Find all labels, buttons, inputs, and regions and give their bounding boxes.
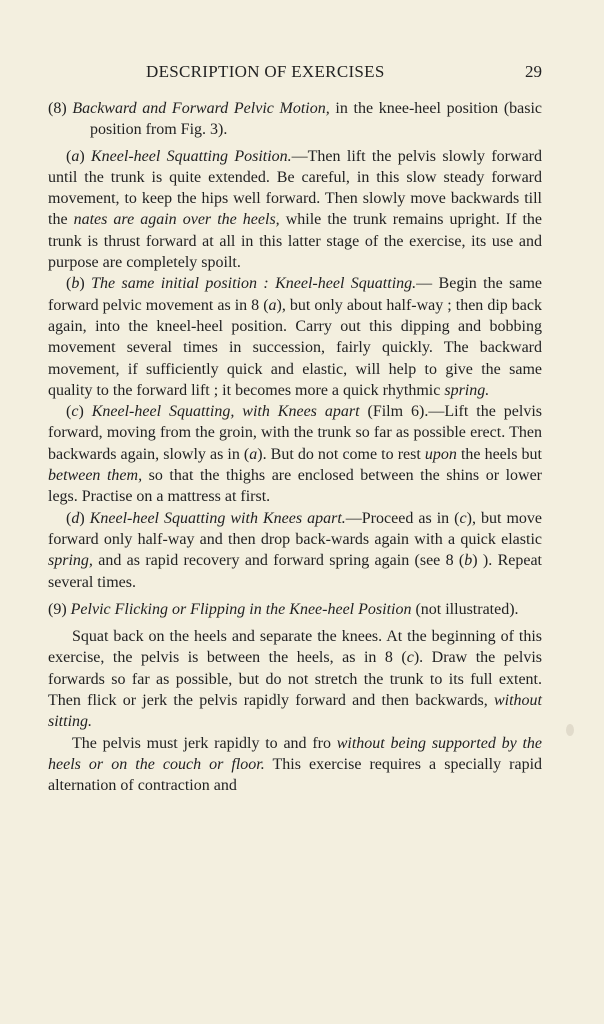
italic-text: spring. (444, 381, 490, 399)
italic-text: a (249, 445, 258, 463)
italic-text: b (464, 552, 473, 570)
text-run: ( (66, 275, 72, 293)
text-run: while the trunk remains upright. If the trunk is thrust forward at all in this latter stage of the exercise, its use and purpose are completely spoilt. (48, 211, 543, 272)
text-run: ), but only about half-way ; then dip back again, into the kneel-heel position. Carry out this dipping and bobbing movement several times in succession, fairly quickly. The backward movement, if sufficiently quick and elastic, will help to give the same quality to the forward lift ; it becomes more a quick rhythmic (48, 296, 543, 399)
italic-text: Backward and Forward Pelvic Motion, (72, 100, 330, 117)
italic-text: a (268, 296, 277, 314)
text-run: (Film 6).—Lift the pelvis forward, moving from the groin, with the trunk so far as possible erect. Then backwards again, slowly as in ( (48, 403, 543, 463)
text-run: ), but move forward only half-way and then drop back-wards again with a quick elastic (48, 509, 543, 548)
text-run: (9) (48, 600, 71, 618)
paragraph (48, 401, 542, 507)
italic-text: without being supported by the heels or on the couch or floor. (48, 734, 542, 773)
text-run: —Proceed as in ( (345, 509, 460, 527)
paragraph (48, 146, 542, 274)
italic-text: Pelvic Flicking or Flipping in the Knee-heel Position (70, 600, 412, 618)
text-run: —Then lift the pelvis slowly forward until the trunk is quite extended. Be careful, in this slow steady forward movement, to keep the hips well forward. Then slowly move backwards till the (48, 147, 542, 229)
text-run: Squat back on the heels and separate the knees. At the beginning of this exercise, the pelvis is between the heels, as in 8 ( (48, 628, 542, 667)
italic-text: a (71, 147, 80, 165)
text-run: ) ). Repeat several times. (48, 552, 542, 591)
page-number: 29 (525, 62, 542, 81)
text-run: This exercise requires a specially rapid alternation of contraction and (48, 755, 543, 795)
paper-smudge (566, 724, 574, 736)
italic-text: b (71, 275, 80, 293)
paragraph (48, 508, 542, 593)
text-run: (8) (48, 100, 73, 117)
text-run: so that the thighs are enclosed between the shins or lower legs. Practise on a mattress at first. (48, 467, 542, 506)
text-run: ). But do not come to rest (257, 445, 425, 463)
italic-text: Kneel-heel Squatting with Knees apart. (89, 509, 346, 527)
body-text (48, 98, 542, 797)
text-run: ( (66, 403, 72, 421)
italic-text: d (71, 509, 80, 527)
text-run: ) (79, 509, 90, 527)
text-run: ( (66, 147, 72, 165)
paragraph (48, 626, 542, 732)
page-header (48, 62, 542, 86)
italic-text: spring, (48, 552, 93, 570)
paragraph (48, 273, 542, 401)
text-run: and as rapid recovery and forward spring again (see 8 ( (92, 552, 465, 570)
text-run: in the knee-heel position (basic position from Fig. 3). (90, 100, 543, 139)
running-title: DESCRIPTION OF EXERCISES (146, 62, 385, 81)
text-run: ) (79, 147, 91, 165)
text-run: — Begin the same forward pelvic movement as in 8 ( (48, 275, 542, 314)
italic-text: without sitting. (48, 692, 542, 731)
paragraph (48, 98, 542, 141)
italic-text: Kneel-heel Squatting, with Knees apart (91, 403, 360, 421)
paragraph (48, 733, 542, 797)
italic-text: c (71, 403, 79, 421)
text-run: ) (79, 275, 92, 293)
italic-text: Kneel-heel Squatting Position. (91, 147, 292, 165)
italic-text: c (406, 649, 414, 667)
text-run: (not illustrated). (411, 600, 519, 618)
italic-text: between them, (48, 467, 143, 485)
text-run: The pelvis must jerk rapidly to and fro (72, 734, 337, 752)
text-run: ). Draw the pelvis forwards so far as possible, but do not stretch the trunk to its full extent. Then flick or jerk the pelvis rapidly forward and then backwards, (48, 649, 542, 710)
italic-text: nates are again over the heels, (73, 211, 280, 229)
italic-text: The same initial position : Kneel-heel Squatting. (91, 275, 417, 293)
italic-text: c (459, 509, 467, 527)
text-run: ( (66, 509, 72, 527)
paragraph (48, 599, 542, 620)
text-run: ) (78, 403, 92, 421)
text-run: the heels but (456, 445, 542, 463)
italic-text: upon (424, 445, 457, 463)
